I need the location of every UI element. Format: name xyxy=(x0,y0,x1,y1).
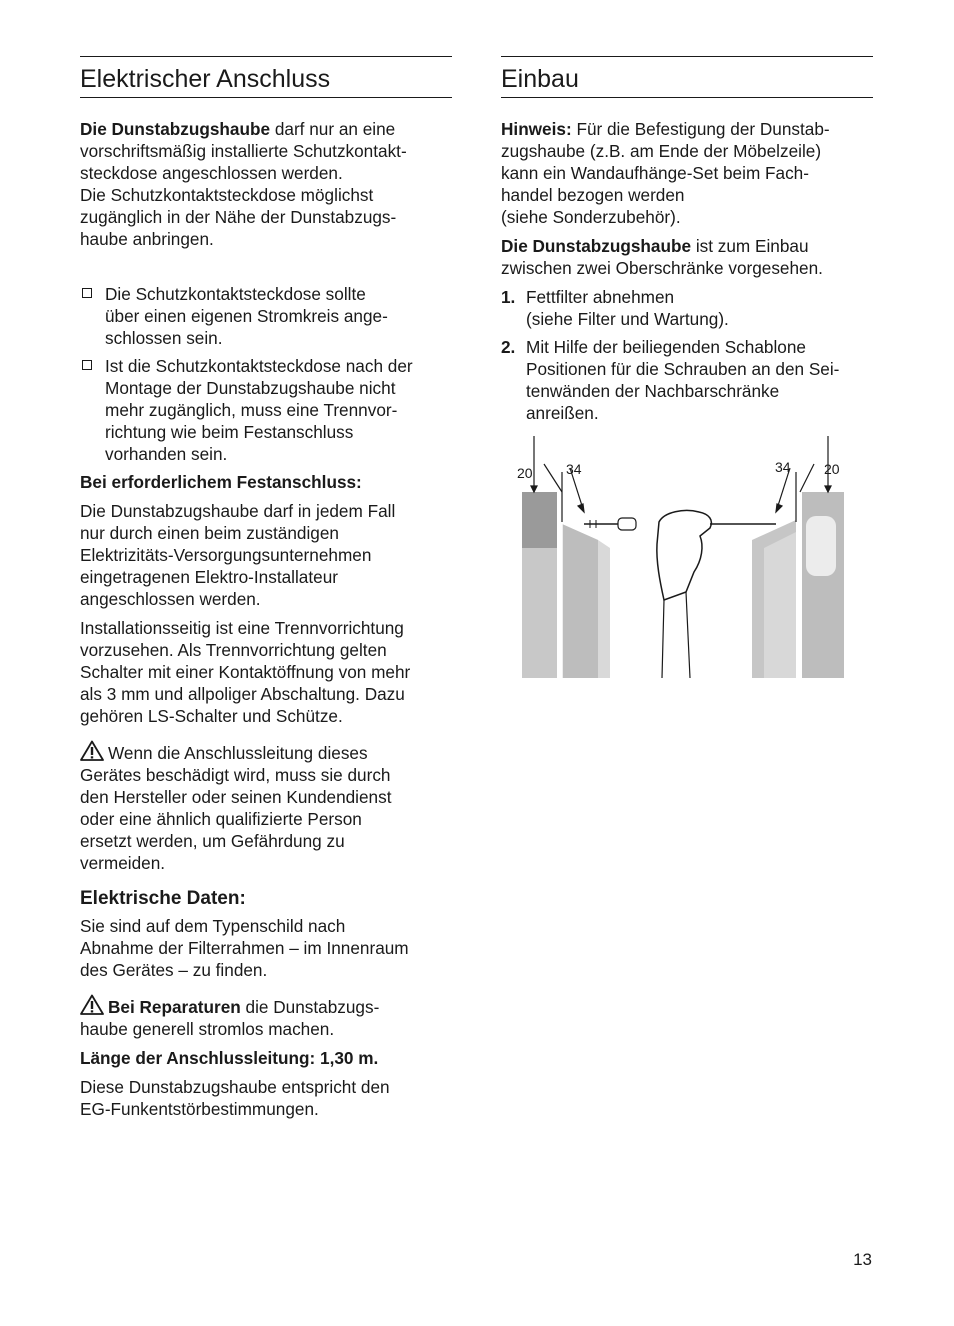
cable-length: Länge der Anschlussleitung: 1,30 m. xyxy=(80,1048,379,1068)
warning-triangle-icon xyxy=(80,994,104,1015)
data-paragraph: Sie sind auf dem Typenschild nach Abnahme der Filterrahmen – im Innenraum des Gerätes – zu finden. xyxy=(80,916,409,980)
eg-paragraph: Diese Dunstabzugshaube entspricht den EG-Funkentstörbestimmungen. xyxy=(80,1077,390,1119)
warning-paragraph-cable: Wenn die Anschlussleitung dieses Gerätes beschädigt wird, muss sie durch den Hersteller oder seinen Kundendienst oder eine ähnlich qualifizierte Person ersetzt werden, um Gefährdung zu vermeiden. xyxy=(80,740,452,874)
dimension-label: 20 xyxy=(824,461,840,477)
checkbox-bullet-icon xyxy=(82,360,92,370)
hint-paragraph: Hinweis: Für die Befestigung der Dunstab- zugshaube (z.B. am Ende der Möbelzeile) kann ein Wandaufhänge-Set beim Fach- handel bezogen werden (siehe Sonderzubehör). xyxy=(501,119,830,227)
dimension-label: 34 xyxy=(566,461,582,477)
list-item: Ist die Schutzkontaktsteckdose nach der Montage der Dunstabzugshaube nicht mehr zugänglich, muss eine Trennvor- richtung wie beim Festanschluss vorhanden sein. xyxy=(80,355,452,465)
list-item: 2. Mit Hilfe der beiliegenden Schablone Positionen für die Schrauben an den Sei- tenwänden der Nachbarschränke anreißen. xyxy=(501,337,840,423)
fest-paragraph: Die Dunstabzugshaube darf in jedem Fall nur durch einen beim zuständigen Elektrizitäts-Versorgungsunternehmen eingetragenen Elektro-Installateur angeschlossen werden. xyxy=(80,501,396,609)
dimension-label: 20 xyxy=(517,465,533,481)
installation-paragraph: Die Dunstabzugshaube ist zum Einbau zwischen zwei Oberschränke vorgesehen. xyxy=(501,236,823,278)
subheading-electrical-data: Elektrische Daten: xyxy=(80,888,246,909)
section-heading-installation: Einbau xyxy=(501,56,873,98)
list-item: Die Schutzkontaktsteckdose sollte über einen eigenen Stromkreis ange- schlossen sein. xyxy=(80,283,452,349)
step-list xyxy=(501,286,873,424)
warning-paragraph-repair: Bei Reparaturen die Dunstabzugs- haube generell stromlos machen. xyxy=(80,994,452,1040)
dimension-arrows xyxy=(531,436,831,522)
fest-heading: Bei erforderlichem Festanschluss: xyxy=(80,472,362,492)
requirement-list xyxy=(80,283,452,465)
list-item: 1. Fettfilter abnehmen (siehe Filter und Wartung). xyxy=(501,287,729,329)
install-paragraph: Installationsseitig ist eine Trennvorrichtung vorzusehen. Als Trennvorrichtung gelten Schalter mit einer Kontaktöffnung von mehr als 3 mm und allpoliger Abschaltung. Dazu gehören LS-Schalter und Schütze. xyxy=(80,618,411,726)
checkbox-bullet-icon xyxy=(82,288,92,298)
intro-paragraph: Die Dunstabzugshaube darf nur an eine vorschriftsmäßig installierte Schutzkontakt- steckdose angeschlossen werden. Die Schutzkontaktsteckdose möglichst zugänglich in der Nähe der Dunstabzugs- haube anbringen. xyxy=(80,119,407,249)
dimension-label: 34 xyxy=(775,459,791,475)
page-number: 13 xyxy=(853,1250,872,1269)
left-column xyxy=(80,56,452,1120)
right-column xyxy=(501,56,873,430)
warning-triangle-icon xyxy=(80,740,104,761)
section-heading-electrical: Elektrischer Anschluss xyxy=(80,56,452,98)
mounting-illustration xyxy=(514,432,846,678)
hand-icon xyxy=(657,510,712,600)
